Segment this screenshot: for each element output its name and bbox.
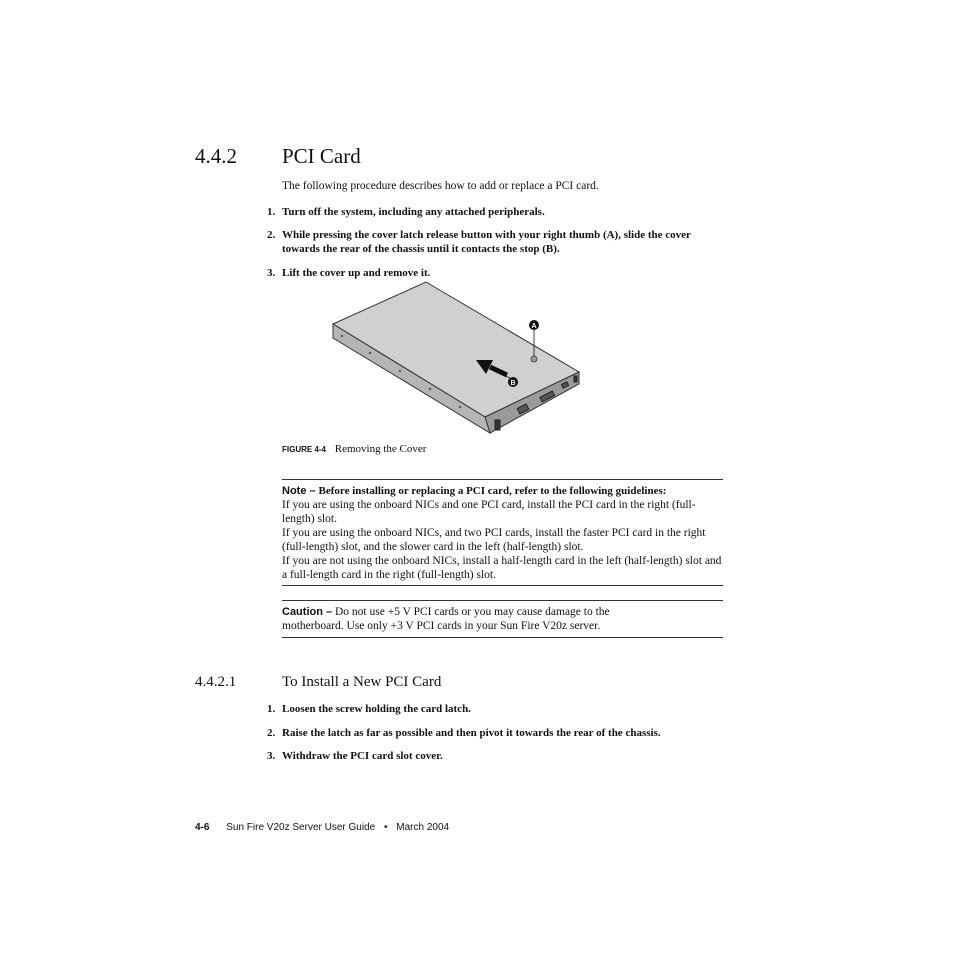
page-footer (195, 822, 449, 833)
step-item (267, 702, 727, 716)
step-number: 2. (267, 727, 276, 739)
cover-removal-illustration (330, 280, 582, 438)
caution-text: Do not use +5 V PCI cards or you may cause damage to the motherboard. Use only +3 V PCI cards in your Sun Fire V20z server. (282, 606, 610, 632)
figure-label: FIGURE 4-4 (282, 445, 327, 454)
note-bottom-rule (282, 585, 723, 586)
note-top-rule (282, 479, 723, 480)
step-text: Raise the latch as far as possible and then pivot it towards the rear of the chassis. (282, 727, 661, 739)
step-item (267, 726, 737, 740)
section-title: PCI Card (282, 144, 361, 168)
caution-top-rule (282, 600, 723, 601)
figure-caption (282, 443, 426, 455)
step-item (267, 266, 727, 280)
caution-bottom-rule (282, 637, 723, 638)
step-number: 1. (267, 206, 276, 218)
caution-box (282, 605, 662, 633)
step-number: 3. (267, 750, 276, 762)
note-label: Note – (282, 485, 316, 497)
step-number: 2. (267, 229, 276, 241)
intro-paragraph: The following procedure describes how to add or replace a PCI card. (282, 180, 599, 192)
step-text: While pressing the cover latch release button with your right thumb (A), slide the cover towards the rear of the chassis until it contacts the stop (B). (282, 229, 691, 255)
step-number: 3. (267, 267, 276, 279)
note-line: If you are using the onboard NICs, and two PCI cards, install the faster PCI card in the right (full-length) slot, and the slower card in the left (half-length) slot. (282, 527, 706, 553)
subsection-title: To Install a New PCI Card (282, 674, 442, 690)
step-item (267, 205, 727, 219)
page-number: 4-6 (195, 822, 210, 833)
note-lead: Before installing or replacing a PCI card, refer to the following guidelines: (318, 485, 667, 497)
step-number: 1. (267, 703, 276, 715)
latch-button (531, 356, 537, 362)
step-text: Lift the cover up and remove it. (282, 267, 431, 279)
footer-separator: • (383, 822, 388, 833)
caution-label: Caution – (282, 606, 333, 618)
step-item (267, 749, 727, 763)
footer-date: March 2004 (396, 822, 450, 833)
callout-b-label: B (510, 380, 516, 387)
step-item (267, 228, 727, 256)
section-number: 4.4.2 (195, 144, 237, 168)
callout-a-label: A (531, 323, 537, 330)
note-line: If you are using the onboard NICs and one PCI card, install the PCI card in the right (full-length) slot. (282, 499, 696, 525)
footer-title: Sun Fire V20z Server User Guide (226, 822, 376, 833)
figure-caption-text: Removing the Cover (334, 443, 427, 455)
step-text: Turn off the system, including any attached peripherals. (282, 206, 545, 218)
step-text: Loosen the screw holding the card latch. (282, 703, 471, 715)
note-line: If you are not using the onboard NICs, install a half-length card in the left (half-length) slot and a full-length card in the right (full-length) slot. (282, 555, 722, 581)
step-text: Withdraw the PCI card slot cover. (282, 750, 443, 762)
note-box (282, 484, 723, 582)
subsection-number: 4.4.2.1 (195, 674, 237, 690)
